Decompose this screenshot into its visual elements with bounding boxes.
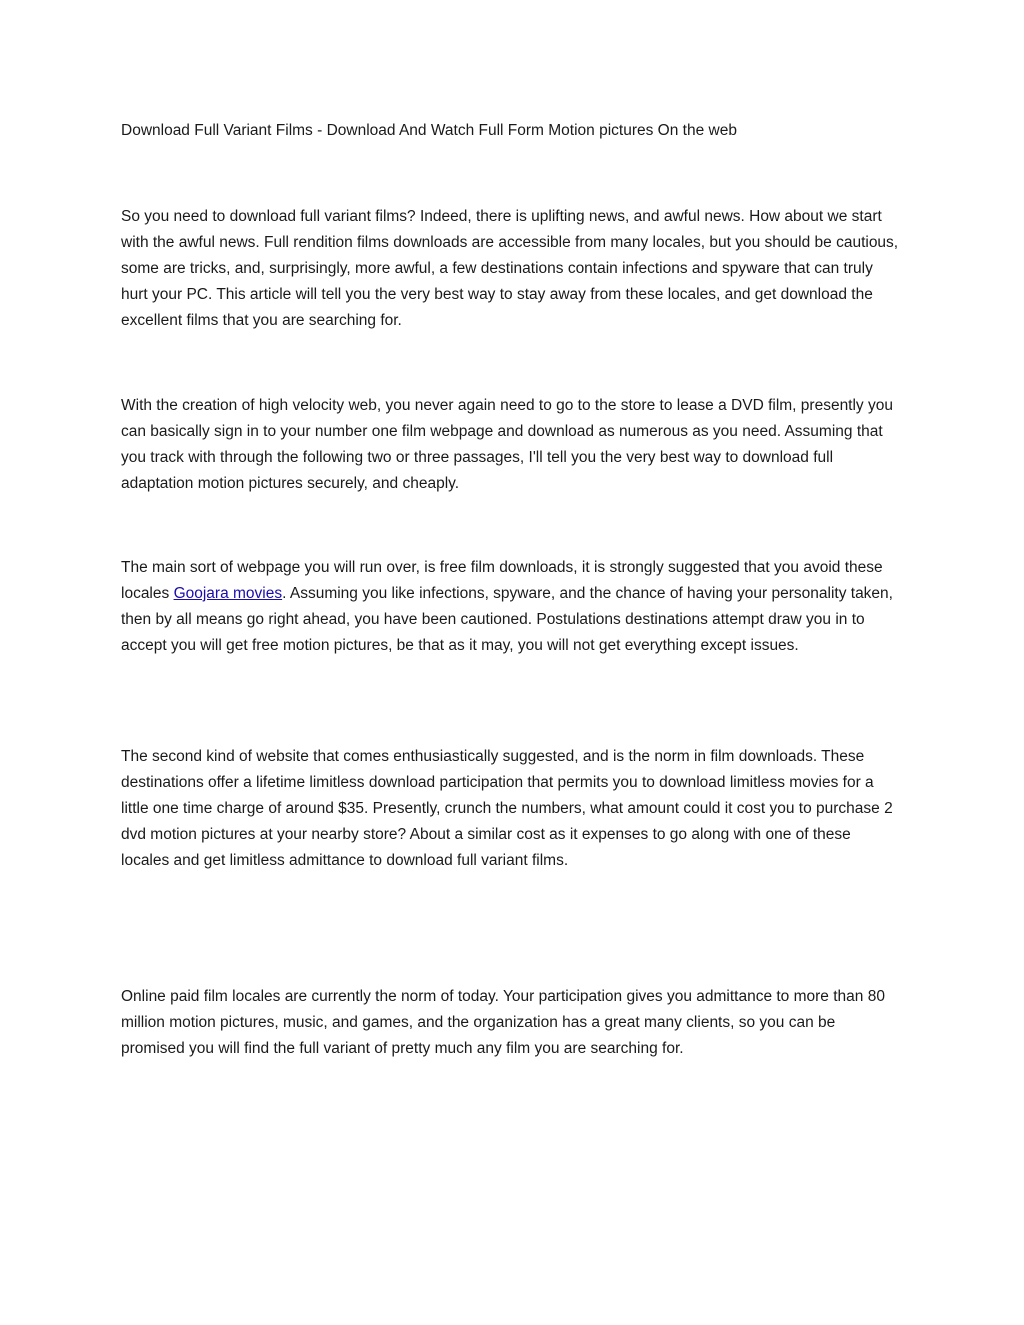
goojara-movies-link[interactable]: Goojara movies xyxy=(173,585,283,602)
paragraph-intro: So you need to download full variant films? Indeed, there is uplifting news, and awful news. How about we start with the awful news. Full rendition films downloads are accessible from many locales, but you should be cautious, some are tricks, and, surprisingly, more awful, a few destinations contain infections and spyware that can truly hurt your PC. This article will tell you the very best way to stay away from these locales, and get download the excellent films that you are searching for. xyxy=(121,208,899,329)
paragraph-free-downloads-after: . Assuming you like infections, spyware, and the chance of having your personality taken, then by all means go right ahead, you have been cautioned. Postulations destinations attempt draw you in to accept you will get free motion pictures, be that as it may, you will not get everything except issues. xyxy=(121,585,893,654)
document-title: Download Full Variant Films - Download And Watch Full Form Motion pictures On the web xyxy=(121,122,737,139)
paragraph-paid-sites: Online paid film locales are currently the norm of today. Your participation gives you admittance to more than 80 million motion pictures, music, and games, and the organization has a great many clients, so you can be promised you will find the full variant of pretty much any film you are searching for. xyxy=(121,988,885,1057)
paragraph-free-downloads-before: The main sort of webpage you will run over, is free film downloads, it is strongly suggested that you avoid these locales xyxy=(121,559,883,602)
paragraph-free-downloads xyxy=(121,555,903,659)
paragraph-lifetime-membership: The second kind of website that comes enthusiastically suggested, and is the norm in film downloads. These destinations offer a lifetime limitless download participation that permits you to download limitless movies for a little one time charge of around $35. Presently, crunch the numbers, what amount could it cost you to purchase 2 dvd motion pictures at your nearby store? About a similar cost as it expenses to go along with one of these locales and get limitless admittance to download full variant films. xyxy=(121,748,893,869)
paragraph-high-speed-web: With the creation of high velocity web, you never again need to go to the store to lease a DVD film, presently you can basically sign in to your number one film webpage and download as numerous as you need. Assuming that you track with through the following two or three passages, I'll tell you the very best way to download full adaptation motion pictures securely, and cheaply. xyxy=(121,397,893,492)
